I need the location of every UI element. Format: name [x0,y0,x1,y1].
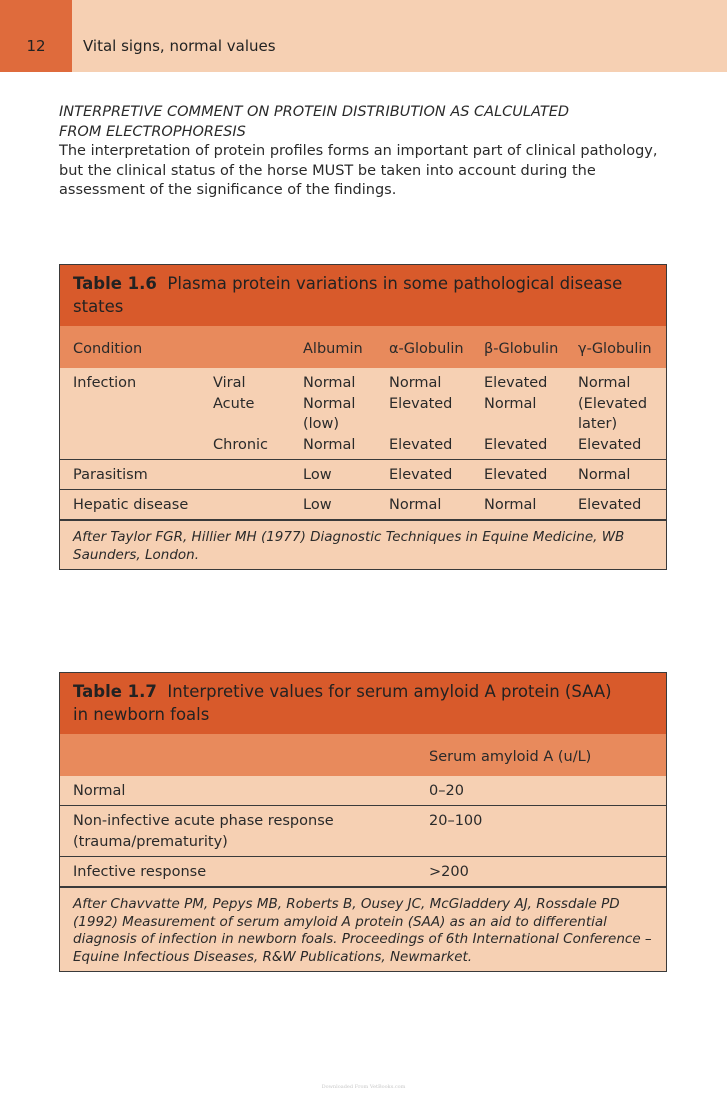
cell-gamma: Normal [578,375,631,391]
cell-condition: Parasitism [73,467,148,483]
table-label: Table 1.7 [73,682,157,701]
cell-gamma: later) [578,416,618,432]
cell-albumin: Normal [303,375,356,391]
cell-albumin: Low [303,497,332,513]
header-condition: Condition [73,341,143,357]
table-caption: Plasma protein variations in some pathological disease states [73,274,623,316]
cell-beta: Normal [484,497,537,513]
row-value: 20–100 [429,813,483,829]
cell-beta: Elevated [484,437,548,453]
table-row [60,776,666,805]
cell-alpha: Elevated [389,467,453,483]
table-row-parasitism [60,459,666,489]
row-label: Normal [73,783,126,799]
table-1-7 [59,672,667,972]
cell-subtype: Viral [213,375,246,391]
source-citation: After Taylor FGR, Hillier MH (1977) Diagnostic Techniques in Equine Medicine, WB Saunders, London. [73,529,625,563]
table-header-row [60,734,666,776]
table-row-hepatic-disease [60,489,666,519]
table-caption-line2: in newborn foals [73,705,210,724]
row-value: >200 [429,864,469,880]
cell-alpha: Elevated [389,396,453,412]
table-row [60,805,666,856]
running-title: Vital signs, normal values [83,37,276,55]
cell-albumin: Normal [303,396,356,412]
cell-albumin: (low) [303,416,340,432]
cell-gamma: Elevated [578,497,642,513]
watermark: Downloaded From VetBooks.com [321,1084,406,1090]
table-row [60,856,666,886]
row-value: 0–20 [429,783,464,799]
table-caption-line1: Interpretive values for serum amyloid A protein (SAA) [167,682,612,701]
header-albumin: Albumin [303,341,363,357]
table-row-infection [60,368,666,459]
header-gamma-globulin: γ-Globulin [578,341,652,357]
cell-subtype: Chronic [213,437,269,453]
cell-condition: Infection [73,375,137,391]
header-beta-globulin: β-Globulin [484,341,559,357]
table-header-row [60,326,666,368]
table-label: Table 1.6 [73,274,157,293]
cell-alpha: Elevated [389,437,453,453]
row-label: (trauma/prematurity) [73,834,228,850]
cell-albumin: Normal [303,437,356,453]
intro-heading-line2: FROM ELECTROPHORESIS [59,123,246,140]
table-source [60,886,666,974]
cell-gamma: Normal [578,467,631,483]
intro-heading-line1: INTERPRETIVE COMMENT ON PROTEIN DISTRIBUTION AS CALCULATED [59,104,570,120]
page-number-box [0,0,72,72]
header-saa: Serum amyloid A (u/L) [429,749,592,765]
header-alpha-globulin: α-Globulin [389,341,464,357]
table-source [60,519,666,572]
cell-gamma: Elevated [578,437,642,453]
cell-alpha: Normal [389,497,442,513]
intro-section [59,103,669,201]
row-label: Non-infective acute phase response [73,813,334,829]
cell-beta: Elevated [484,467,548,483]
cell-alpha: Normal [389,375,442,391]
cell-beta: Normal [484,396,537,412]
table-title [60,265,666,326]
table-title [60,673,666,734]
cell-gamma: (Elevated [578,396,648,412]
page-number: 12 [26,37,46,55]
cell-condition: Hepatic disease [73,497,189,513]
cell-beta: Elevated [484,375,548,391]
intro-body: The interpretation of protein profiles forms an important part of clinical pathology, but the clinical status of the horse MUST be taken into account during the assessment of the significance of the findings. [59,143,658,198]
cell-albumin: Low [303,467,332,483]
source-citation: After Chavvatte PM, Pepys MB, Roberts B, Ousey JC, McGladdery AJ, Rossdale PD (1992) Measurement of serum amyloid A protein (SAA) as an aid to differential diagnosis of infection in newborn foals. Proceedings of 6th International Conference – Equine Infectious Diseases, R&W Publications, Newmarket. [73,896,652,965]
cell-subtype: Acute [213,396,255,412]
row-label: Infective response [73,864,207,880]
table-1-6 [59,264,667,570]
